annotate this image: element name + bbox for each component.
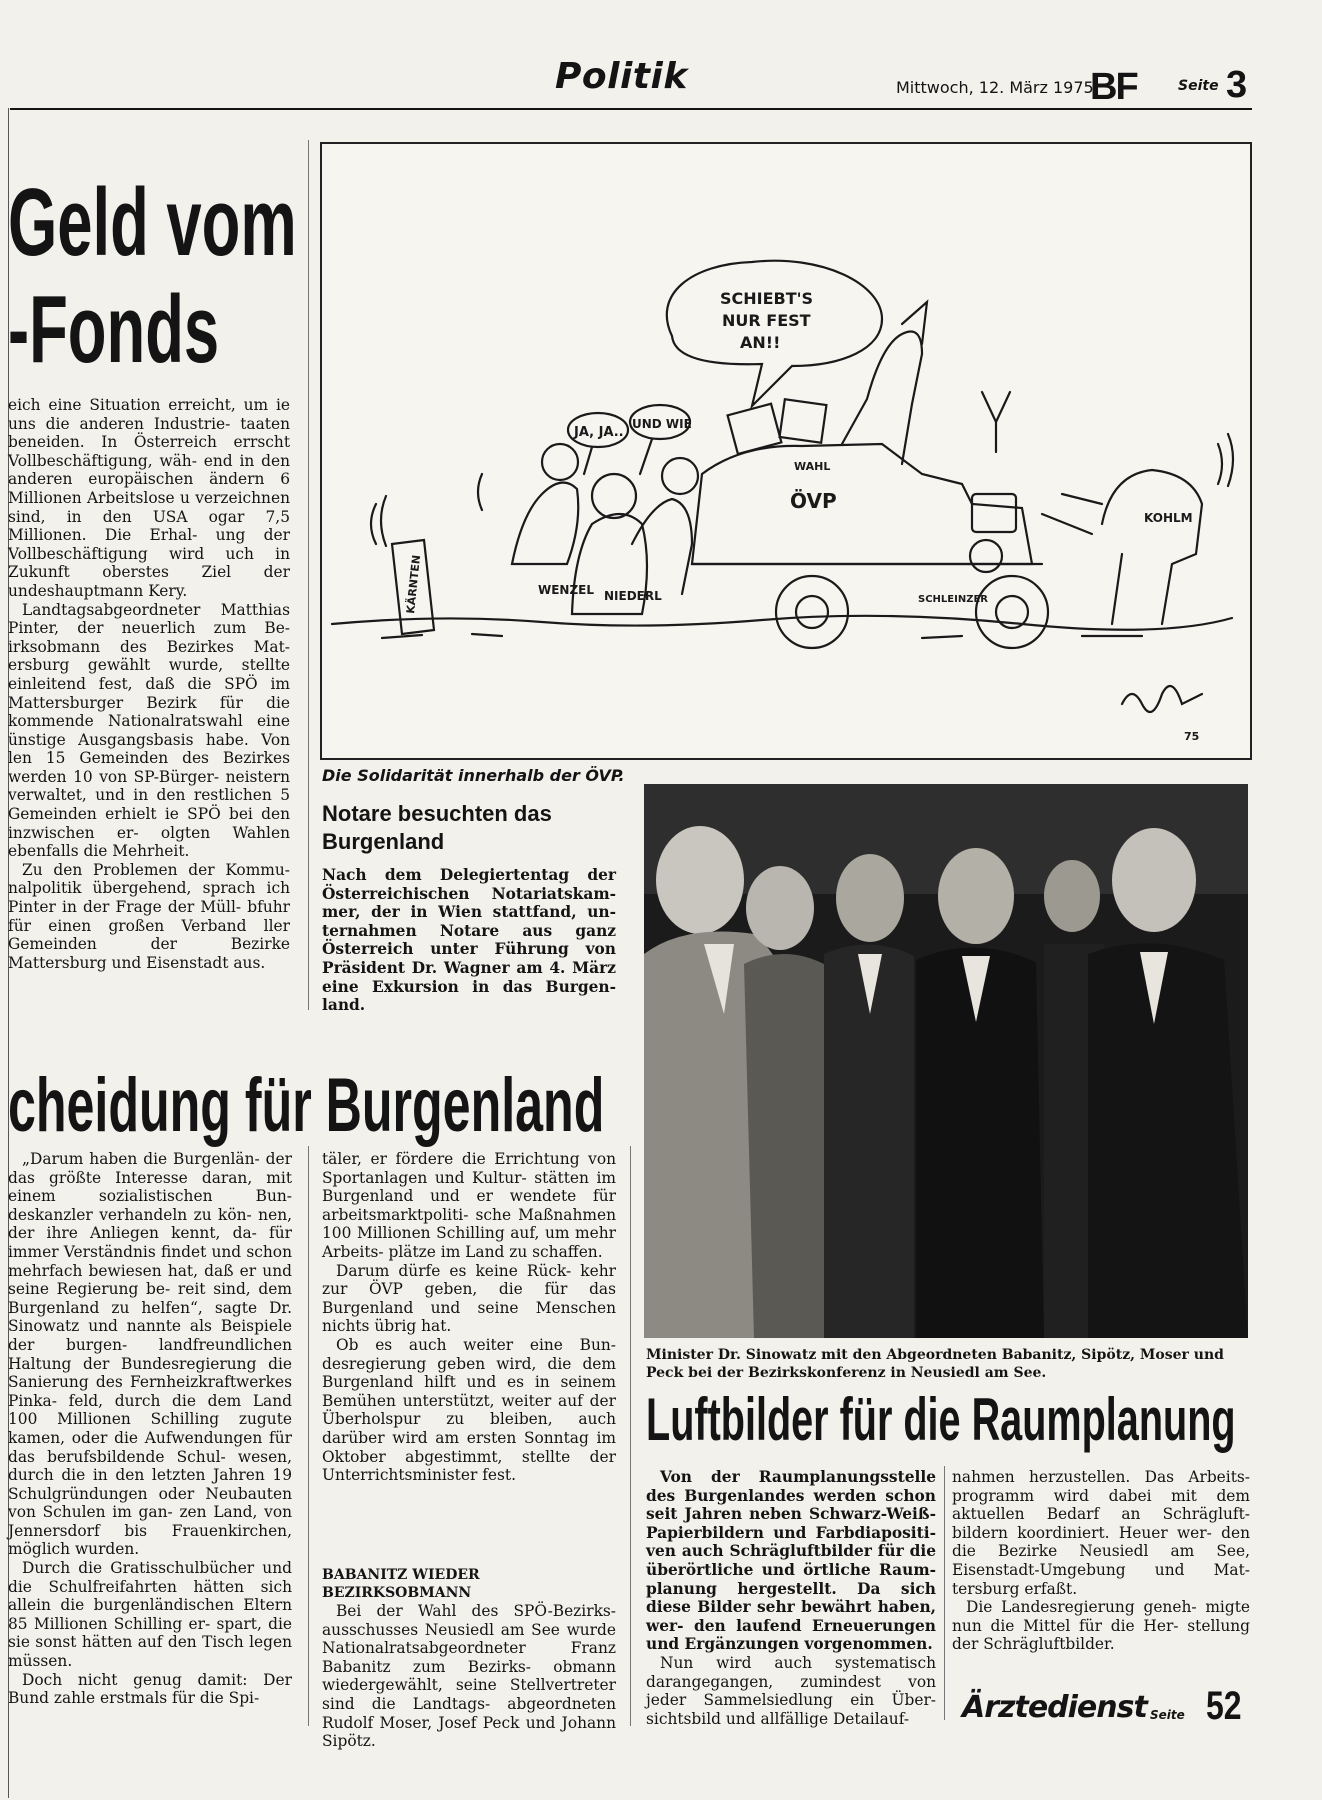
section-title: Politik [555,56,688,97]
jeep-wheel-rear [776,576,848,648]
paragraph: Ob es auch weiter eine Bun- desregierung geben wird, die dem Burgenland hilft und es in seinem Bemühen unterstützt, weiter auf der Überholspur zu bleiben, auch darüber wird am ersten Sonntag im Oktober abgestimmt, stellte der Unterrichtsminister fest. [322,1335,616,1485]
figure-head [542,444,578,480]
person-head [1044,860,1100,932]
headline-notare: Notare besuchten das Burgenland [322,801,552,854]
paragraph: Durch die Gratisschulbücher und die Schulfreifahrten hätten sich allein die burgenländischen Eltern 85 Millionen Schilling er- spart, die sie sonst hätten auf den Tisch legen müssen. [8,1559,292,1671]
crate [780,399,827,442]
photo-caption: Minister Dr. Sinowatz mit den Abgeordneten Babanitz, Sipötz, Moser und Peck bei der Bezirkskonferenz in Neusiedl am See. [646,1347,1224,1381]
paragraph: „Darum haben die Burgenlän- der das größte Interesse daran, mit einem sozialistischen Bun- deskanzler verhandeln zu kön- nen, der ihre Anliegen kennt, da- für immer Verständnis findet und schon mehrfach bewiesen hat, daß er und seine Regierung be- reit sind, dem Burgenland zu helfen“, sagte Dr. Sinowatz und nannte als Beispiele der burgen- landfreundlichen Haltung der Bundesregierung die Sanierung des Fernheizkraftwerkes Pinka- feld, durch die dem Land 100 Millionen Schilling zugute kamen, oder die Aufwendungen für das berufsbildende Schul- wesen, durch die in den letzten Jahren 19 Schulgründungen oder Neubauten von Schulen im gan- zen Land, von Jennersdorf bis Frauenkirchen, möglich wurden. [8,1150,292,1559]
figure-head [592,474,636,518]
notare-body [322,866,616,1015]
person-suit [916,947,1044,1338]
person-head [656,826,744,934]
paragraph: Von der Raumplanungsstelle des Burgenlandes werden schon seit Jahren neben Schwarz-Weiß- Papierbildern und Farbdiapositi- ven auch Schrägluftbilder für die überörtliche und örtliche Raum- planung hergestellt. Da sich diese Bilder sehr bewährt haben, wer- den laufend Erneuerungen und Ergänzungen vorgenommen. [646,1468,936,1654]
bubble-tail [584,447,592,474]
person-head [836,854,904,942]
label-oevp: ÖVP [790,489,837,513]
ground-marks [382,634,1142,638]
photo-people-silhouettes [644,784,1248,1338]
speech-undwie: UND WIE [632,417,692,431]
page-number: 3 [1226,64,1248,106]
ground-line [332,616,1232,630]
issue-date: Mittwoch, 12. März 1975 [896,78,1094,97]
antenna-y [982,392,1010,452]
paragraph: Landtagsabgeordneter Matthias Pinter, der neuerlich zum Be- irksobmann des Bezirkes Mat- ersburg gewählt wurde, stellte einleitend fest, daß die SPÖ im Mattersburger Bezirk für die kommende Nationalratswahl eine ünstige Ausgangsbasis habe. Von len 15 Gemeinden des Bezirkes werden 10 von SP-Bürger- neistern verwaltet, und in den restlichen 5 Gemeinden erhielt ie SPÖ bei den inzwischen er- olgten Wahlen ebenfalls die Mehrheit. [8,600,290,861]
column-rule [944,1466,945,1720]
person-head [746,866,814,950]
news-photo [644,784,1248,1338]
speech-main-line1: SCHIEBT'S [720,289,814,308]
person-suit [1088,943,1248,1338]
bubble-tail [640,439,652,474]
luftbilder-col2 [952,1468,1250,1654]
person-head [938,848,1014,944]
figure-wenzel [512,483,578,564]
cartoon-caption: Die Solidarität innerhalb der ÖVP. [322,766,625,785]
footer-page-number: 52 [1206,1684,1242,1728]
person-suit [744,954,834,1338]
speech-main-line3: AN!! [740,333,781,352]
headline-fonds: -Fonds [8,276,220,383]
driver-head [902,302,927,344]
paragraph: nahmen herzustellen. Das Arbeits- programm wird dabei mit dem aktuellen Bedarf an Schrägluft- bildern koordiniert. Heuer wer- den die Bezirke Neusiedl am See, Eisenstadt-Umgebung und Mat- tersburg erfaßt. [952,1468,1250,1598]
header-rule [10,108,1252,110]
cartoon-frame [320,142,1252,760]
luftbilder-col1 [646,1468,936,1728]
headline-geld-vom: Geld vom [8,169,297,276]
hose [1042,514,1092,534]
burgenland-col1 [8,1150,292,1708]
paragraph: Nach dem Delegiertentag der Österreichischen Notariatskam- mer, der in Wien stattfand, un- ternahmen Notare aus ganz Österreich unter Führung von Präsident Dr. Wagner am 4. März eine Exkursion in das Burgen- land. [322,866,616,1015]
person-head [1112,828,1196,932]
label-schleinzer: SCHLEINZER [918,594,988,605]
newspaper-logo: BF [1090,66,1137,108]
paragraph: eich eine Situation erreicht, um ie uns die anderen Industrie- taaten beneiden. In Österreich errscht Vollbeschäftigung, wäh- end in den anderen europäischen ändern 6 Millionen Arbeitslose u verzeichnen sind, in den USA ogar 7,5 Millionen. Die Erhal- ung der Vollbeschäftigung wird uch in Zukunft oberstes Ziel der undeshauptmann Kery. [8,396,290,600]
column-rule [308,1146,309,1726]
column-rule [308,140,309,1010]
paragraph: Bei der Wahl des SPÖ-Bezirks- ausschusses Neusiedl am See wurde Nationalratsabgeordneter Franz Babanitz zum Bezirks- obmann wiedergewählt, seine Stellvertreter sind die Landtags- abgeordneten Rudolf Moser, Josef Peck und Johann Sipötz. [322,1602,616,1751]
subhead-babanitz: BABANITZ WIEDER BEZIRKSOBMANN [322,1567,480,1601]
label-wenzel: WENZEL [538,583,595,597]
label-wahl: WAHL [794,460,831,473]
paragraph: Doch nicht genug damit: Der Bund zahle erstmals für die Spi- [8,1670,292,1708]
headline-luftbilder: Luftbilder für die Raumplanung [646,1386,1236,1453]
page-label: Seite [1178,78,1219,94]
jeep-headlight [970,540,1002,572]
burgenland-col2 [322,1150,616,1485]
jeep-grille [972,494,1016,532]
speech-jaja: JA, JA.. [574,425,624,440]
artist-signature [1122,686,1202,712]
hose [1062,494,1102,504]
label-niederl: NIEDERL [604,589,662,603]
label-kohlm: KOHLM [1144,511,1193,525]
signature-year: 75 [1184,730,1200,743]
paragraph: Die Landesregierung geneh- migte nun die Mittel für die Her- stellung der Schrägluftbilder. [952,1598,1250,1654]
jeep-body [692,444,1032,564]
label-kaernten: KÄRNTEN [404,554,424,615]
burgenland-col2-end [322,1602,616,1751]
column-rule [630,1146,631,1726]
paragraph: Darum dürfe es keine Rück- kehr zur ÖVP geben, die für das Burgenland und seine Menschen nichts übrig hat. [322,1261,616,1336]
paragraph: täler, er fördere die Errichtung von Sportanlagen und Kultur- stätten im Burgenland und er wendete für arbeitsmarktpoliti- sche Maßnahmen 100 Millionen Schilling auf, um mehr Arbeits- plätze im Land zu schaffen. [322,1150,616,1261]
cartoon-illustration [322,144,1250,758]
headline-burgenland: cheidung für Burgenland [8,1063,605,1148]
figure-head [662,458,698,494]
figure-third [632,499,692,594]
figure-kohlm [1102,470,1202,624]
footer-page-label: Seite [1150,1708,1185,1722]
article-fonds-body [8,396,290,972]
paragraph: Nun wird auch systematisch darangegangen, zumindest von jeder Sammelsiedlung ein Über- sichtsbild und allfällige Detailauf- [646,1653,936,1728]
jeep-hub [796,596,828,628]
jeep-wheel-front [976,576,1048,648]
speech-main-line2: NUR FEST [722,311,811,330]
paragraph: Zu den Problemen der Kommu- nalpolitik übergehend, sprach ich Pinter in der Frage der Müll- bfuhr für einen großen Verband ller Gemeinden der Bezirke Mattersburg und Eisenstadt aus. [8,860,290,972]
footer-brand: Ärztedienst [962,1690,1147,1725]
